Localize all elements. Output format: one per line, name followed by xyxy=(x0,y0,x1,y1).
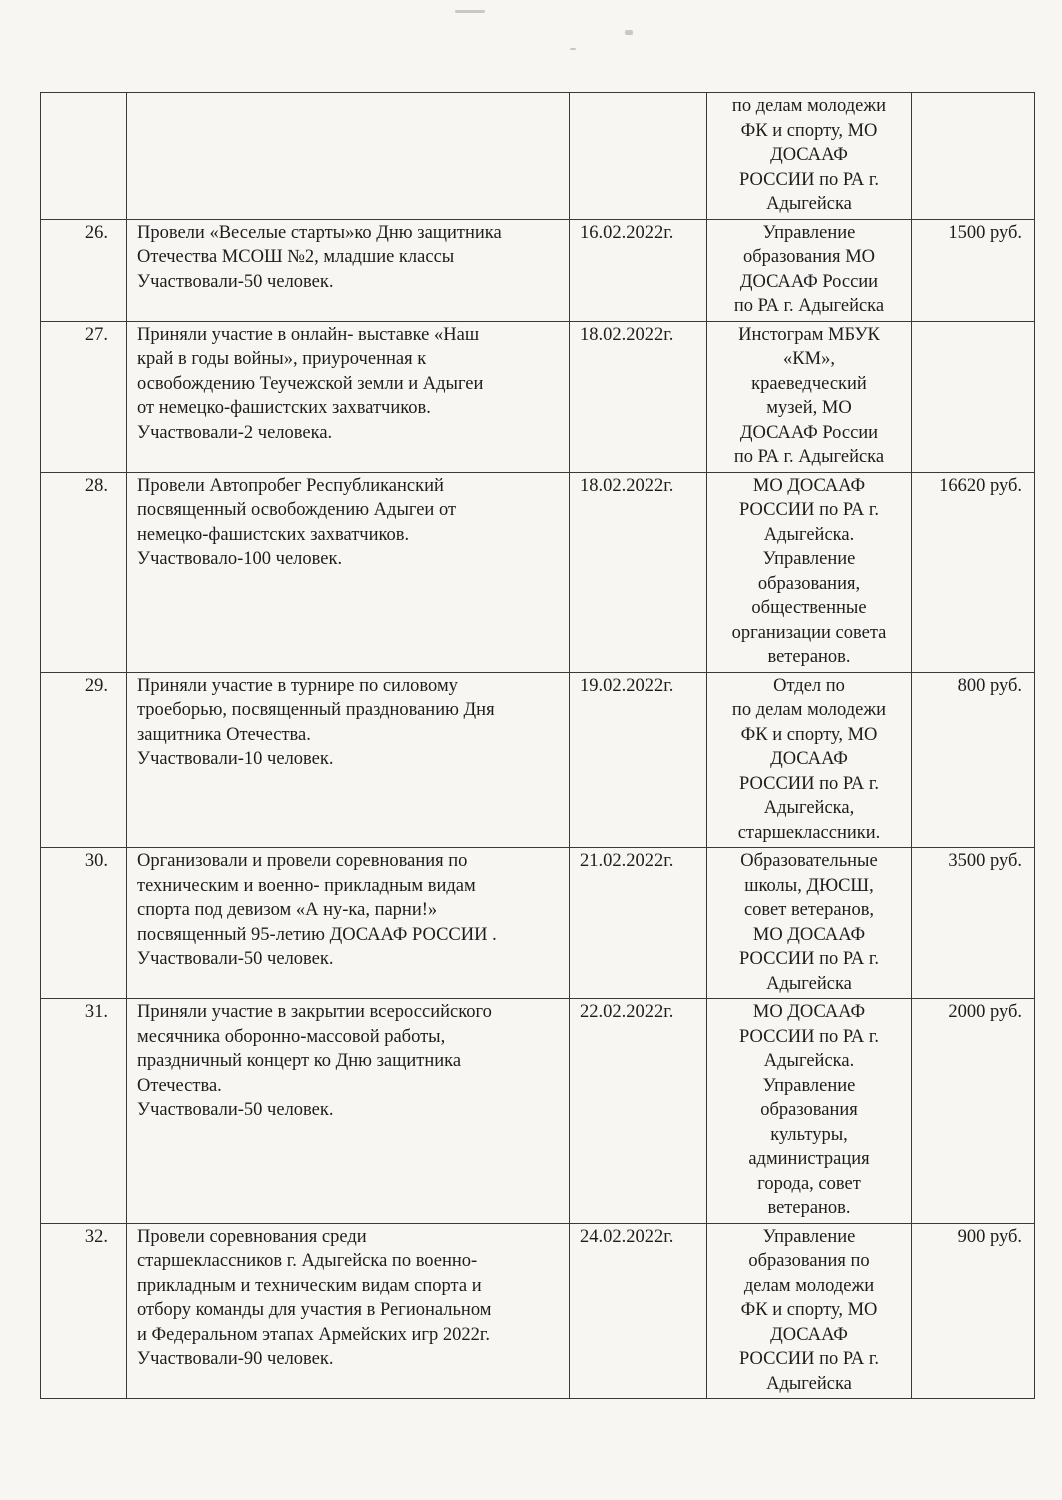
organizer-line: РОССИИ по РА г. xyxy=(739,169,879,190)
event-line: Участвовали-50 человек. xyxy=(137,1100,334,1120)
organizer-line: города, совет xyxy=(757,1173,861,1194)
organizer-line: образования xyxy=(760,1100,858,1120)
organizer-line: Управление xyxy=(762,1226,856,1247)
event-line: Провели «Веселые старты»ко Дню защитника xyxy=(137,222,502,243)
table-row xyxy=(41,472,1035,672)
event-description xyxy=(127,1223,570,1399)
event-line: от немецко-фашистских захватчиков. xyxy=(137,398,431,418)
organizer-line: ДОСААФ xyxy=(770,145,848,165)
event-line: Отечества МСОШ №2, младшие классы xyxy=(137,247,455,267)
event-cost: 3500 руб. xyxy=(912,848,1035,999)
event-line: Участвовало-100 человек. xyxy=(137,549,343,569)
row-number: 32. xyxy=(41,1223,127,1399)
scan-speck xyxy=(625,30,633,35)
organizer-line: РОССИИ по РА г. xyxy=(739,949,879,969)
event-date: 16.02.2022г. xyxy=(570,219,707,321)
event-date: 22.02.2022г. xyxy=(570,999,707,1224)
organizer-line: старшеклассники. xyxy=(737,822,881,843)
event-line: посвященный освобождению Адыгеи от xyxy=(137,500,457,520)
event-line: посвященный 95-летию ДОСААФ РОССИИ . xyxy=(137,924,497,945)
row-number: 27. xyxy=(41,321,127,472)
event-date: 21.02.2022г. xyxy=(570,848,707,999)
scan-speck xyxy=(570,48,576,50)
row-number: 26. xyxy=(41,219,127,321)
organizer-line: краеведческий xyxy=(751,373,867,394)
organizer-line: образования МО xyxy=(742,247,876,267)
row-number: 31. xyxy=(41,999,127,1224)
event-line: Участвовали-2 человека. xyxy=(137,422,333,443)
organizer-line: ФК и спорту, МО xyxy=(740,1300,878,1320)
organizers xyxy=(707,472,912,672)
event-line: троеборью, посвященный празднованию Дня xyxy=(137,700,495,720)
organizer-line: Адыгейска xyxy=(766,194,852,214)
organizer-line: Образовательные xyxy=(740,851,878,871)
event-line: отбору команды для участия в Региональном xyxy=(137,1300,492,1320)
event-line: старшеклассников г. Адыгейска по военно- xyxy=(137,1251,478,1271)
organizer-line: Адыгейска. xyxy=(763,1051,855,1071)
event-line: край в годы войны», приуроченная к xyxy=(137,349,427,369)
organizer-line: ДОСААФ России xyxy=(739,422,879,443)
organizer-line: МО ДОСААФ xyxy=(752,475,866,496)
event-cost: 2000 руб. xyxy=(912,999,1035,1224)
event-cost: 1500 руб. xyxy=(912,219,1035,321)
organizer-line: делам молодежи xyxy=(743,1275,875,1296)
event-line: Провели Автопробег Республиканский xyxy=(137,475,444,496)
organizers xyxy=(707,848,912,999)
organizer-line: РОССИИ по РА г. xyxy=(739,500,879,520)
event-description xyxy=(127,219,570,321)
organizer-line: по делам молодежи xyxy=(731,700,887,720)
event-description xyxy=(127,999,570,1224)
scan-speck xyxy=(455,10,485,13)
organizer-line: ДОСААФ xyxy=(770,1324,848,1345)
event-cost: 800 руб. xyxy=(912,672,1035,848)
event-line: Приняли участие в турнире по силовому xyxy=(137,675,458,696)
organizer-line: администрация xyxy=(748,1149,870,1169)
event-line: Отечества. xyxy=(137,1075,222,1096)
table-row xyxy=(41,219,1035,321)
organizer-line: Адыгейска, xyxy=(763,798,855,818)
event-line: спорта под девизом «А ну-ка, парни!» xyxy=(137,900,438,920)
organizer-line: по делам молодежи xyxy=(731,96,887,116)
organizer-line: по РА г. Адыгейска xyxy=(733,447,885,467)
organizer-line: ДОСААФ xyxy=(770,749,848,769)
organizers xyxy=(707,1223,912,1399)
row-number: 29. xyxy=(41,672,127,848)
event-cost xyxy=(912,321,1035,472)
organizer-line: ДОСААФ России xyxy=(739,271,879,292)
organizer-line: по РА г. Адыгейска xyxy=(733,296,885,316)
organizers xyxy=(707,219,912,321)
table-row xyxy=(41,321,1035,472)
organizer-line: МО ДОСААФ xyxy=(752,924,866,945)
organizer-line: ФК и спорту, МО xyxy=(740,120,878,141)
organizer-line: Управление xyxy=(762,1075,856,1096)
event-line: прикладным и техническим видам спорта и xyxy=(137,1275,482,1296)
event-line: Приняли участие в закрытии всероссийского xyxy=(137,1002,492,1022)
organizer-line: Инстограм МБУК xyxy=(738,324,880,345)
event-cost xyxy=(912,93,1035,220)
organizer-line: Адыгейска. xyxy=(763,524,855,545)
organizers xyxy=(707,321,912,472)
event-line: Организовали и провели соревнования по xyxy=(137,851,468,871)
table-row xyxy=(41,93,1035,220)
events-table xyxy=(40,92,1035,1399)
organizer-line: организации совета xyxy=(731,622,887,643)
organizer-line: ветеранов. xyxy=(767,647,851,667)
event-line: месячника оборонно-массовой работы, xyxy=(137,1026,446,1047)
organizer-line: образования, xyxy=(757,573,861,594)
event-line: Приняли участие в онлайн- выставке «Наш xyxy=(137,324,480,345)
organizer-line: культуры, xyxy=(770,1124,848,1145)
row-number: 28. xyxy=(41,472,127,672)
table-row xyxy=(41,672,1035,848)
event-line: Провели соревнования среди xyxy=(137,1226,367,1247)
event-date: 18.02.2022г. xyxy=(570,472,707,672)
event-line: Участвовали-10 человек. xyxy=(137,749,334,769)
organizer-line: музей, МО xyxy=(766,398,852,418)
row-number: 30. xyxy=(41,848,127,999)
table-row xyxy=(41,848,1035,999)
event-date: 19.02.2022г. xyxy=(570,672,707,848)
event-line: немецко-фашистских захватчиков. xyxy=(137,524,410,545)
organizer-line: Управление xyxy=(762,549,856,569)
event-line: Участвовали-50 человек. xyxy=(137,271,334,292)
organizer-line: общественные xyxy=(751,598,867,618)
organizer-line: Адыгейска xyxy=(766,1373,852,1394)
organizer-line: РОССИИ по РА г. xyxy=(739,1349,879,1369)
organizer-line: совет ветеранов, xyxy=(743,900,875,920)
event-line: праздничный концерт ко Дню защитника xyxy=(137,1051,462,1071)
event-line: Участвовали-90 человек. xyxy=(137,1349,334,1369)
organizer-line: образования по xyxy=(748,1251,870,1271)
organizer-line: Отдел по xyxy=(773,675,845,696)
organizer-line: РОССИИ по РА г. xyxy=(739,1026,879,1047)
organizers xyxy=(707,93,912,220)
organizers xyxy=(707,999,912,1224)
event-line: защитника Отечества. xyxy=(137,724,311,745)
table-row xyxy=(41,999,1035,1224)
organizer-line: МО ДОСААФ xyxy=(752,1002,866,1022)
row-number xyxy=(41,93,127,220)
organizer-line: школы, ДЮСШ, xyxy=(744,875,874,896)
event-description xyxy=(127,848,570,999)
organizer-line: ветеранов. xyxy=(767,1198,851,1218)
table-row xyxy=(41,1223,1035,1399)
event-cost: 900 руб. xyxy=(912,1223,1035,1399)
event-description xyxy=(127,93,570,220)
event-date xyxy=(570,93,707,220)
event-description xyxy=(127,472,570,672)
event-line: и Федеральном этапах Армейских игр 2022г. xyxy=(137,1324,490,1345)
event-date: 18.02.2022г. xyxy=(570,321,707,472)
organizer-line: Адыгейска xyxy=(766,973,852,994)
event-line: техническим и военно- прикладным видам xyxy=(137,875,476,896)
event-line: Участвовали-50 человек. xyxy=(137,949,334,969)
organizer-line: «КМ», xyxy=(783,349,835,369)
organizers xyxy=(707,672,912,848)
organizer-line: ФК и спорту, МО xyxy=(740,724,878,745)
event-date: 24.02.2022г. xyxy=(570,1223,707,1399)
event-line: освобождению Теучежской земли и Адыгеи xyxy=(137,373,484,394)
event-cost: 16620 руб. xyxy=(912,472,1035,672)
organizer-line: РОССИИ по РА г. xyxy=(739,773,879,794)
event-description xyxy=(127,321,570,472)
organizer-line: Управление xyxy=(762,222,856,243)
event-description xyxy=(127,672,570,848)
